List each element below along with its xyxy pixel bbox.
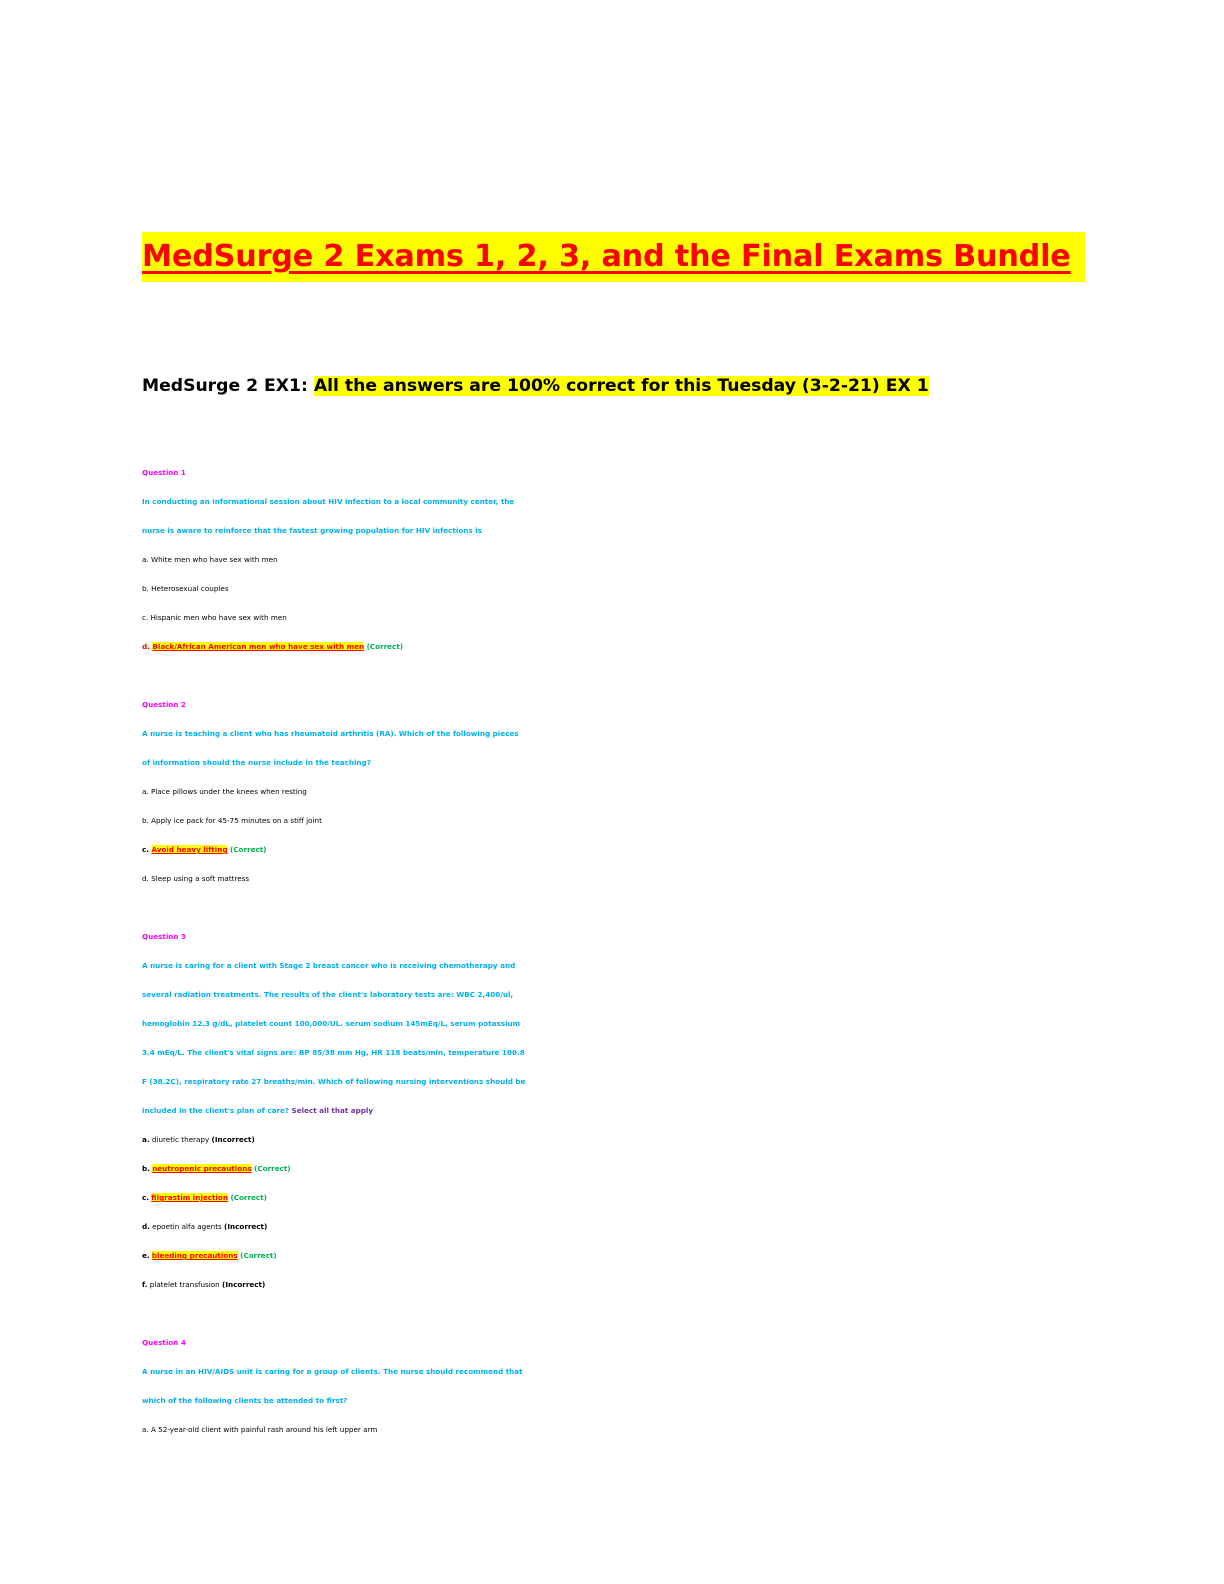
- correct-mark: (Correct): [227, 845, 267, 854]
- question-text-line: In conducting an informational session about HIV infection to a local community center, the: [142, 497, 515, 506]
- question-text-line: A nurse is caring for a client with Stage 2 breast cancer who is receiving chemotherapy and: [142, 961, 516, 970]
- option-letter: d.: [142, 642, 153, 651]
- question-2: [142, 690, 1082, 893]
- option-letter: e.: [142, 1251, 150, 1260]
- answer-option: [142, 1125, 1082, 1154]
- question-heading: Question 4: [142, 1338, 186, 1347]
- question-text-line: hemoglobin 12.3 g/dL, platelet count 100,000/UL. serum sodium 145mEq/L, serum potassium: [142, 1019, 521, 1028]
- option-letter: d.: [142, 1222, 150, 1231]
- answer-option: d. Sleep using a soft mattress: [142, 874, 250, 883]
- select-all-note: Select all that apply: [291, 1106, 374, 1115]
- incorrect-mark: (Incorrect): [224, 1222, 268, 1231]
- highlighted-answer: Black/African American men who have sex with men: [152, 642, 365, 651]
- correct-mark: (Correct): [364, 642, 404, 651]
- highlighted-answer: neutropenic precautions: [152, 1164, 252, 1173]
- option-letter: f.: [142, 1280, 148, 1289]
- question-1: [142, 458, 1082, 661]
- question-4: [142, 1328, 1082, 1444]
- highlighted-answer: bleeding precautions: [151, 1251, 238, 1260]
- question-text-line: of information should the nurse include in the teaching?: [142, 758, 371, 767]
- correct-answer-option: [142, 632, 1082, 661]
- correct-mark: (Correct): [251, 1164, 291, 1173]
- answer-option: b. Apply ice pack for 45-75 minutes on a stiff joint: [142, 816, 322, 825]
- question-heading: Question 1: [142, 468, 186, 477]
- option-text: epoetin alfa agents: [149, 1222, 225, 1231]
- document-title: MedSurge 2 Exams 1, 2, 3, and the Final Exams Bundle: [142, 232, 1085, 282]
- question-text-line: which of the following clients be attended to first?: [142, 1396, 348, 1405]
- correct-answer-option: [142, 1241, 1082, 1270]
- question-text-line: F (38.2C), respiratory rate 27 breaths/min. Which of following nursing interventions should be: [142, 1077, 526, 1086]
- question-text-line: A nurse in an HIV/AIDS unit is caring for a group of clients. The nurse should recommend that: [142, 1367, 523, 1376]
- answer-option: [142, 1270, 1082, 1299]
- answer-option: c. Hispanic men who have sex with men: [142, 613, 287, 622]
- subtitle-highlight: All the answers are 100% correct for this Tuesday (3-2-21) EX 1: [313, 376, 929, 396]
- option-letter: b.: [142, 1164, 150, 1173]
- question-heading: Question 3: [142, 932, 186, 941]
- correct-mark: (Correct): [227, 1193, 267, 1202]
- question-text-line: 3.4 mEq/L. The client's vital signs are: BP 85/38 mm Hg, HR 118 beats/min, temperature 100.8: [142, 1048, 525, 1057]
- incorrect-mark: (Incorrect): [222, 1280, 266, 1289]
- answer-option: a. A 52-year-old client with painful rash around his left upper arm: [142, 1425, 378, 1434]
- question-3: [142, 922, 1082, 1299]
- question-text-line: several radiation treatments. The results of the client's laboratory tests are: WBC 2,400/ul,: [142, 990, 514, 999]
- subtitle-prefix: MedSurge 2 EX1:: [142, 376, 314, 396]
- option-letter: c.: [142, 845, 152, 854]
- correct-answer-option: [142, 1183, 1082, 1212]
- question-text-line: nurse is aware to reinforce that the fastest growing population for HIV infections is: [142, 526, 482, 535]
- correct-answer-option: [142, 835, 1082, 864]
- exam-subtitle: [142, 371, 929, 401]
- title-container: [142, 232, 1140, 282]
- question-text-line: [142, 1096, 1082, 1125]
- question-text-line: A nurse is teaching a client who has rheumatoid arthritis (RA). Which of the following pieces: [142, 729, 519, 738]
- option-letter: a.: [142, 1135, 150, 1144]
- option-text: platelet transfusion: [147, 1280, 223, 1289]
- incorrect-mark: (Incorrect): [211, 1135, 255, 1144]
- correct-answer-option: [142, 1154, 1082, 1183]
- answer-option: a. White men who have sex with men: [142, 555, 278, 564]
- answer-option: b. Heterosexual couples: [142, 584, 229, 593]
- correct-mark: (Correct): [237, 1251, 277, 1260]
- option-text: diuretic therapy: [149, 1135, 212, 1144]
- highlighted-answer: Avoid heavy lifting: [151, 845, 228, 854]
- answer-option: [142, 1212, 1082, 1241]
- highlighted-answer: filgrastim injection: [151, 1193, 228, 1202]
- question-heading: Question 2: [142, 700, 186, 709]
- answer-option: a. Place pillows under the knees when resting: [142, 787, 307, 796]
- option-letter: c.: [142, 1193, 149, 1202]
- question-text-end: included in the client's plan of care?: [142, 1106, 292, 1115]
